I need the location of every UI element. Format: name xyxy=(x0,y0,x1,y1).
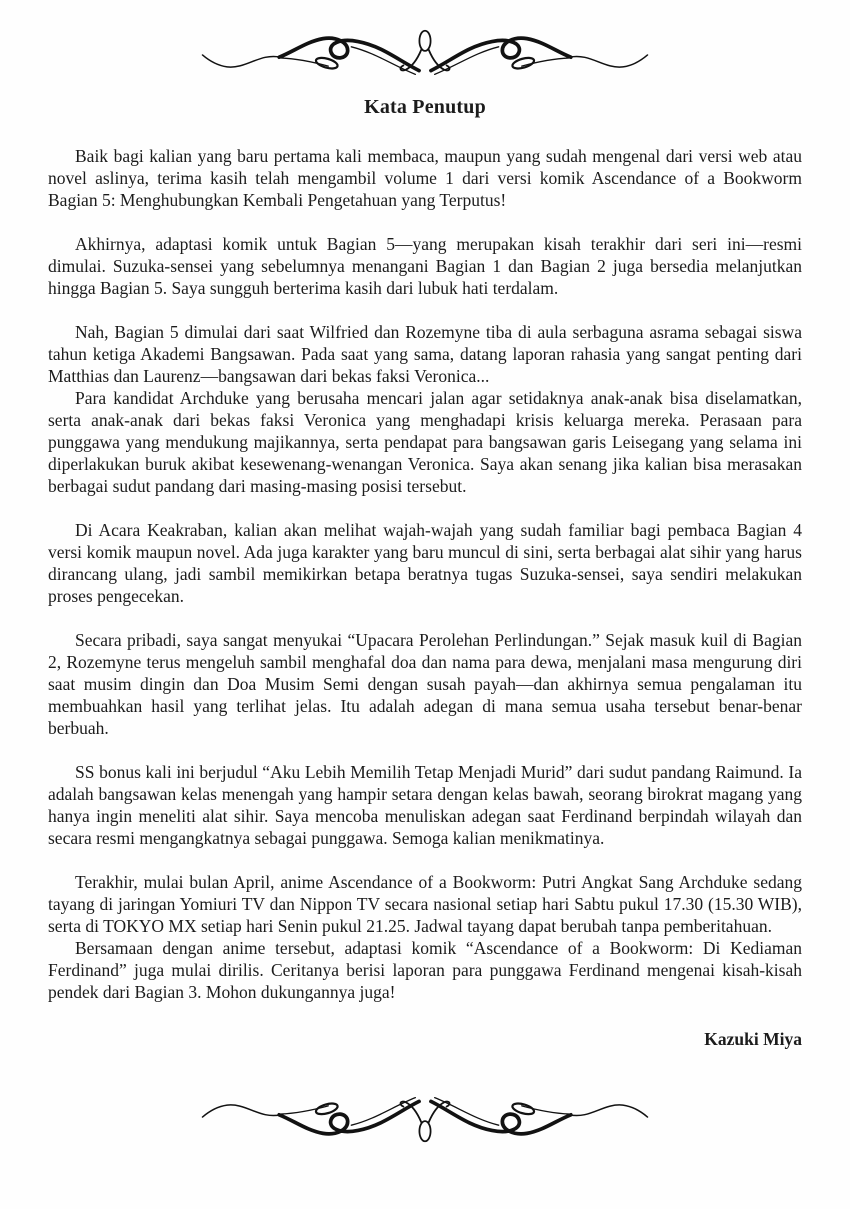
paragraph: Secara pribadi, saya sangat menyukai “Upacara Perolehan Perlindungan.” Sejak masuk kuil di Bagian 2, Rozemyne terus mengeluh sambil menghafal doa dan nama para dewa, menjalani masa mengurung diri saat musim dingin dan Doa Musim Semi dengan susah payah—dan akhirnya semua pengalaman itu membuahkan hasil yang terlihat jelas. Itu adalah adegan di mana semua usaha tersebut benar-benar berbuah. xyxy=(48,630,802,738)
paragraph: SS bonus kali ini berjudul “Aku Lebih Memilih Tetap Menjadi Murid” dari sudut pandang Raimund. Ia adalah bangsawan kelas menengah yang hampir setara dengan kelas bawah, seorang birokrat magang yang hanya ingin meneliti alat sihir. Saya mencoba menuliskan adegan saat Ferdinand berpindah wilayah dan secara resmi mengangkatnya sebagai punggawa. Semoga kalian menikmatinya. xyxy=(48,762,802,848)
calligraphic-flourish-icon xyxy=(201,20,649,84)
flourish-ornament-bottom xyxy=(48,1088,802,1152)
paragraph: Para kandidat Archduke yang berusaha mencari jalan agar setidaknya anak-anak bisa diselamatkan, serta anak-anak dari bekas faksi Veronica yang menghadapi krisis keluarga mereka. Perasaan para punggawa yang mendukung majikannya, serta pendapat para bangsawan garis Leisegang yang selama ini diperlakukan buruk akibat kesewenang-wenangan Veronica. Saya akan senang jika kalian bisa merasakan berbagai sudut pandang dari masing-masing posisi tersebut. xyxy=(48,388,802,496)
calligraphic-flourish-mirrored-icon xyxy=(201,1088,649,1152)
author-signature: Kazuki Miya xyxy=(704,1029,802,1049)
paragraph: Bersamaan dengan anime tersebut, adaptasi komik “Ascendance of a Bookworm: Di Kediaman Ferdinand” juga mulai dirilis. Ceritanya berisi laporan para punggawa Ferdinand mengenai kisah-kisah pendek dari Bagian 3. Mohon dukungannya juga! xyxy=(48,938,802,1002)
paragraph: Di Acara Keakraban, kalian akan melihat wajah-wajah yang sudah familiar bagi pembaca Bagian 4 versi komik maupun novel. Ada juga karakter yang baru muncul di sini, serta berbagai alat sihir yang harus dirancang ulang, jadi sambil memikirkan betapa beratnya tugas Suzuka-sensei, saya sendiri melakukan proses pengecekan. xyxy=(48,520,802,606)
paragraph: Akhirnya, adaptasi komik untuk Bagian 5—yang merupakan kisah terakhir dari seri ini—resmi dimulai. Suzuka-sensei yang sebelumnya menangani Bagian 1 dan Bagian 2 juga bersedia melanjutkan hingga Bagian 5. Saya sungguh berterima kasih dari lubuk hati terdalam. xyxy=(48,234,802,298)
paragraph: Terakhir, mulai bulan April, anime Ascendance of a Bookworm: Putri Angkat Sang Archduke sedang tayang di jaringan Yomiuri TV dan Nippon TV secara nasional setiap hari Sabtu pukul 17.30 (15.30 WIB), serta di TOKYO MX setiap hari Senin pukul 21.25. Jadwal tayang dapat berubah tanpa pemberitahuan. xyxy=(48,872,802,936)
paragraph: Nah, Bagian 5 dimulai dari saat Wilfried dan Rozemyne tiba di aula serbaguna asrama sebagai siswa tahun ketiga Akademi Bangsawan. Pada saat yang sama, datang laporan rahasia yang sangat penting dari Matthias dan Laurenz—bangsawan dari bekas faksi Veronica... xyxy=(48,322,802,386)
paragraph: Baik bagi kalian yang baru pertama kali membaca, maupun yang sudah mengenal dari versi web atau novel aslinya, terima kasih telah mengambil volume 1 dari versi komik Ascendance of a Bookworm Bagian 5: Menghubungkan Kembali Pengetahuan yang Terputus! xyxy=(48,146,802,210)
flourish-ornament-top xyxy=(48,20,802,84)
page-title: Kata Penutup xyxy=(364,96,486,118)
afterword-page xyxy=(48,0,802,1152)
afterword-body xyxy=(48,145,802,1003)
